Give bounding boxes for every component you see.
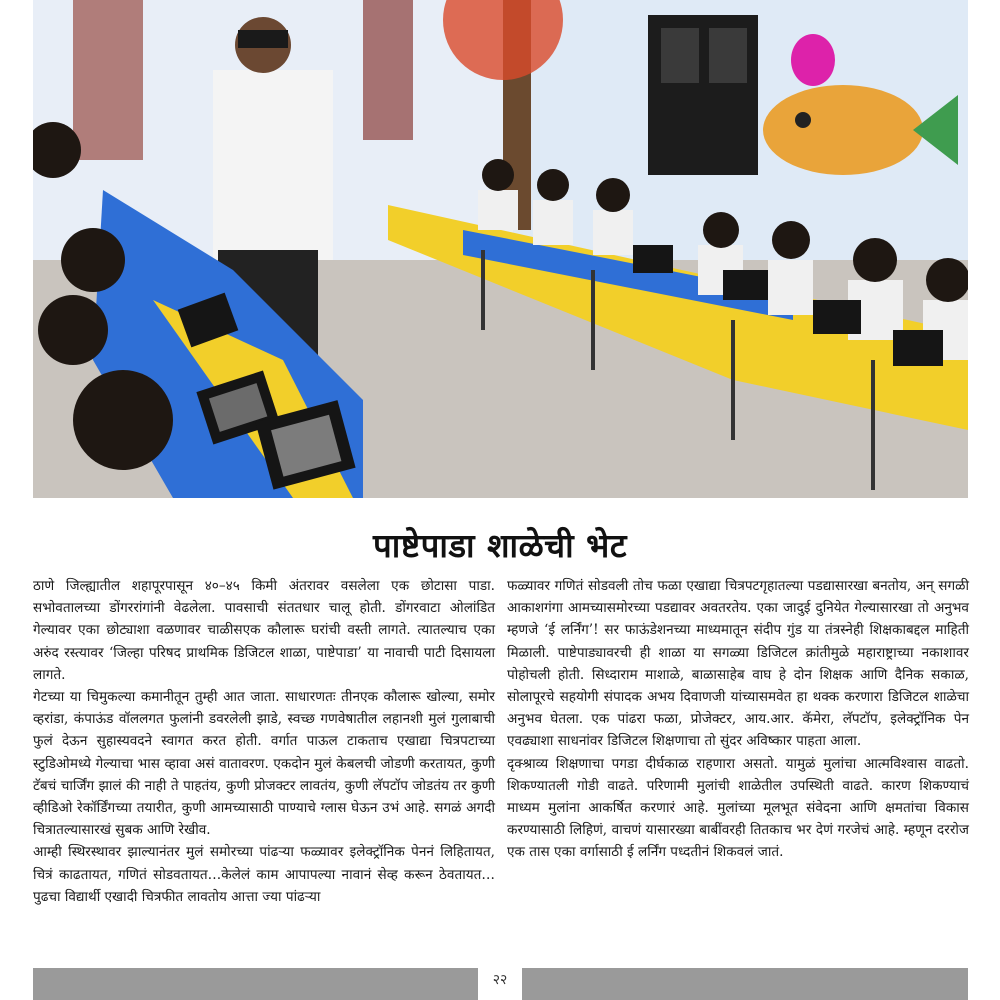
paragraph-elearning: फळ्यावर गणितं सोडवली तोच फळा एखाद्या चित्रपटगृहातल्या पडद्यासारखा बनतोय, अन् सगळी आकाशगंगा आमच्यासमोरच्या पडद्यावर अवतरतेय. एका जादुई दुनियेत गेल्यासारखा तो अनुभव म्हणजे ‘ई लर्निंग’! सर फाऊंडेशनच्या माध्यमातून संदीप गुंड या तंत्रस्नेही शिक्षकाबद्दल माहिती मिळाली. पाष्टेपाड्यावरची ही शाळा या सगळ्या डिजिटल क्रांतीमुळे महाराष्ट्राच्या नकाशावर पोहोचली होती. सिध्दाराम माशाळे, बाळासाहेब वाघ हे दोन शिक्षक आणि दैनिक सकाळ, सोलापूरचे सहयोगी संपादक अभय दिवाणजी यांच्यासमवेत हा थक्क करणारा डिजिटल शाळेचा अनुभव घेतला. एक पांढरा फळा, प्रोजेक्टर, आय.आर. कॅमेरा, लॅपटॉप, इलेक्ट्रॉनिक पेन एवढ्याशा साधनांवर डिजिटल शिक्षणाचा तो सुंदर अविष्कार पाहता आला. — [507, 578, 969, 750]
paragraph-intro: ठाणे जिल्ह्यातील शहापूरपासून ४०–४५ किमी अंतरावर वसलेला एक छोटासा पाडा. सभोवतालच्या डोंगररांगांनी वेढलेला. पावसाची संततधार चालू होती. डोंगरवाटा ओलांडित गेल्यावर एका छोट्याशा वळणावर चाळीसएक कौलारू घरांची वस्ती लागते. त्यातल्याच एका अरुंद रस्त्यावर ‘जिल्हा परिषद प्राथमिक डिजिटल शाळा, पाष्टेपाडा’ या नावाची पाटी दिसायला लागते. — [33, 578, 495, 683]
paragraph-board: आम्ही स्थिरस्थावर झाल्यानंतर मुलं समोरच्या पांढऱ्या फळ्यावर इलेक्ट्रॉनिक पेननं लिहितायत, चित्रं काढतायत, गणितं सोडवतायत…केलेलं काम आपापल्या नावानं सेव्ह करून ठेवतायत…पुढचा विद्यार्थी एखादी चित्रफीत लावतोय आत्ता ज्या पांढऱ्या — [33, 844, 495, 905]
paragraph-gate: गेटच्या या चिमुकल्या कमानीतून तुम्ही आत जाता. साधारणतः तीनएक कौलारू खोल्या, समोर व्हरांडा, कंपाऊंड वॉललगत फुलांनी डवरलेली झाडे, स्वच्छ गणवेषातील लहानशी मुलं गुलाबाची फुलं देऊन सुहास्यवदने स्वागत करत होती. वर्गात पाऊल टाकताच एखाद्या चित्रपटाच्या स्टुडिओमध्ये गेल्याचा भास व्हावा असं वातावरण. एकदोन मुलं केबलची जोडणी करतायत, कुणी टॅबचं चार्जिंग झालं की नाही ते पाहतंय, कुणी प्रोजक्टर लावतंय, कुणी लॅपटॉप जोडतंय तर कुणी व्हीडिओ रेकॉर्डिंगच्या तयारीत, कुणी आमच्यासाठी पाण्याचे ग्लास घेऊन उभं आहे. सगळं अगदी चित्रातल्यासारखं सुबक आणि रेखीव. — [33, 689, 495, 839]
classroom-photo-icon — [33, 0, 968, 498]
paragraph-audiovisual: दृक्श्राव्य शिक्षणाचा पगडा दीर्घकाळ राहणारा असतो. यामुळं मुलांचा आत्मविश्वास वाढतो. शिकण्यातली गोडी वाढते. परिणामी मुलांची शाळेतील उपस्थिती वाढते. कारण शिकण्याचं माध्यम मुलांना आकर्षित करणारं आहे. मुलांच्या मूलभूत संवेदना आणि क्षमतांचा विकास करण्यासाठी लिहिणं, वाचणं यासारख्या बाबींवरही तितकाच भर देणं गरजेचं आहे. म्हणून दररोज एक तास एका वर्गासाठी ई लर्निंग पध्दतीनं शिकवलं जातं. — [507, 755, 969, 861]
article-title: पाष्टेपाडा शाळेची भेट — [373, 526, 627, 565]
classroom-photo — [33, 0, 968, 498]
left-column — [33, 575, 495, 908]
page-number: २२ — [478, 962, 522, 1000]
right-column — [507, 575, 969, 864]
